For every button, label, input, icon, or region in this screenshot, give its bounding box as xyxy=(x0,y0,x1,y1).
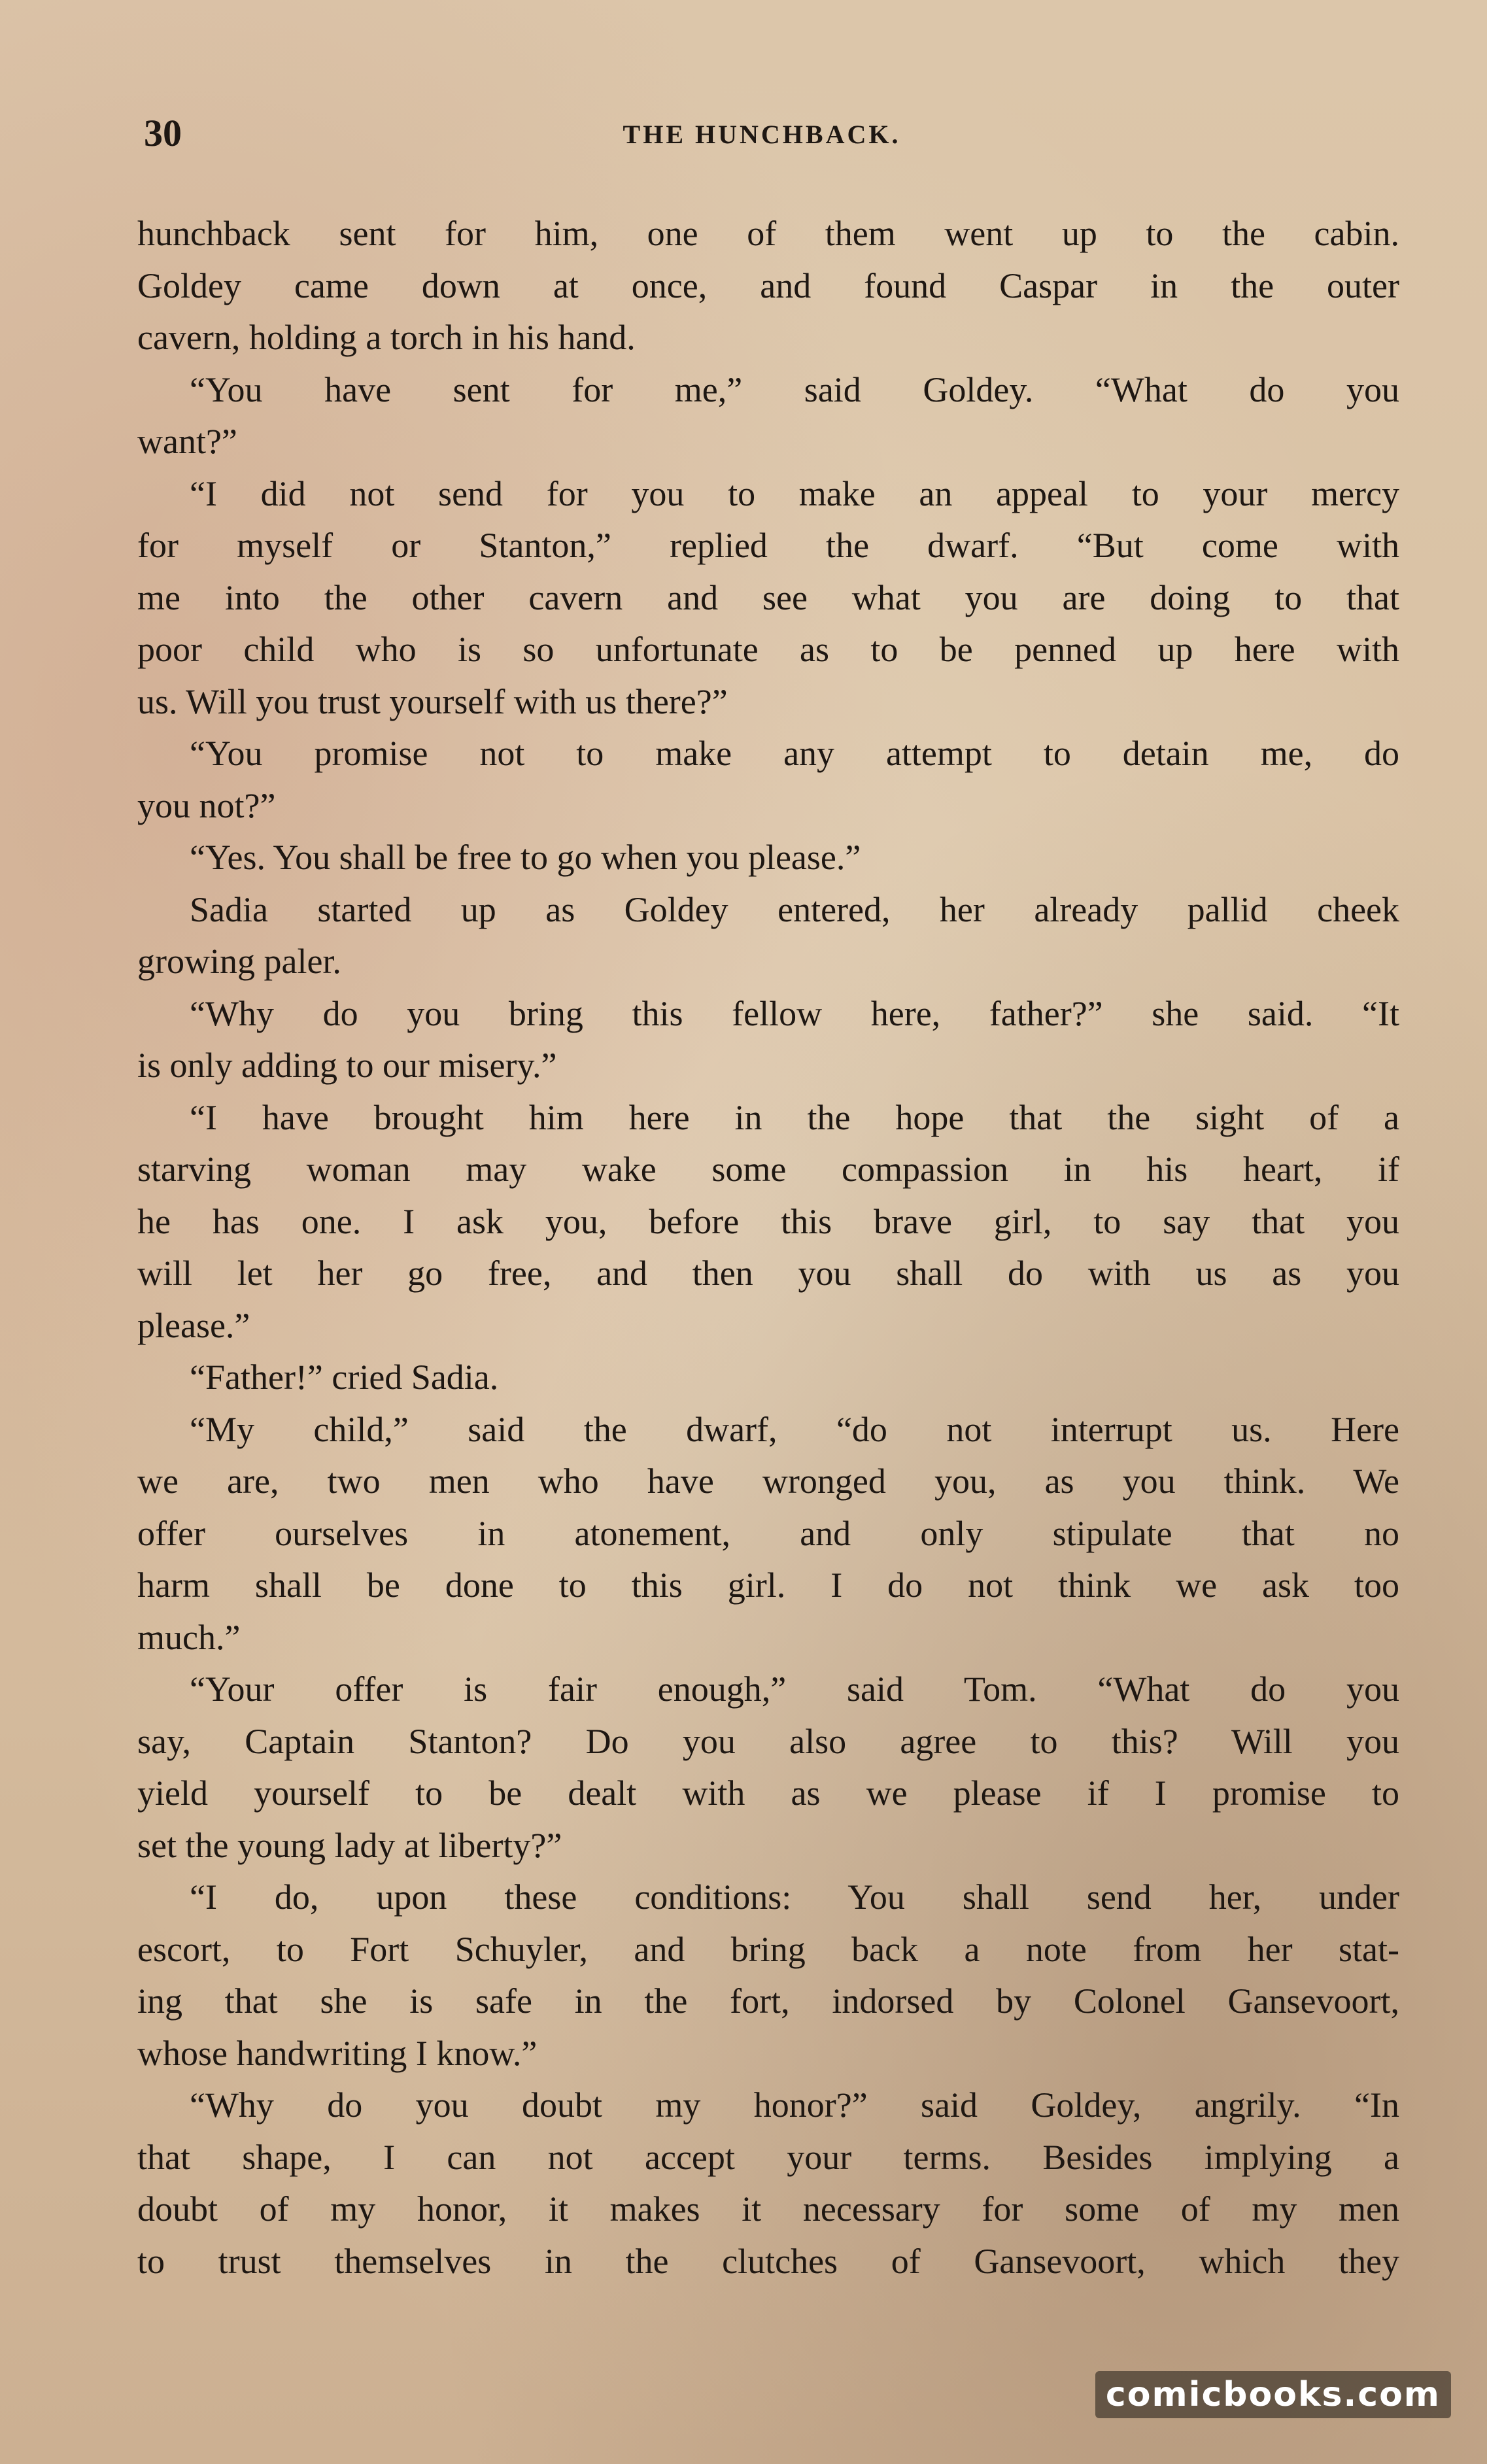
body-text xyxy=(137,208,1399,2287)
text-line: “My child,” said the dwarf, “do not interrupt us. Here xyxy=(190,1409,1399,1449)
text-line: will let her go free, and then you shall do with us as you xyxy=(137,1254,1399,1293)
text-line: you not?” xyxy=(137,785,276,825)
text-line: want?” xyxy=(137,422,237,461)
text-line: escort, to Fort Schuyler, and bring back a note from her stat- xyxy=(137,1929,1399,1969)
text-line: say, Captain Stanton? Do you also agree to this? Will you xyxy=(137,1721,1399,1761)
text-line: “Why do you bring this fellow here, father?” she said. “It xyxy=(190,993,1399,1033)
text-line: poor child who is so unfortunate as to be penned up here with xyxy=(137,630,1399,669)
text-line: whose handwriting I know.” xyxy=(137,2033,538,2073)
text-line: cavern, holding a torch in his hand. xyxy=(137,318,636,357)
text-line: doubt of my honor, it makes it necessary for some of my men xyxy=(137,2189,1399,2229)
text-line: growing paler. xyxy=(137,942,341,981)
text-line: “Yes. You shall be free to go when you please.” xyxy=(190,838,861,877)
text-line: yield yourself to be dealt with as we please if I promise to xyxy=(137,1773,1399,1813)
text-line: please.” xyxy=(137,1305,250,1345)
text-line: “Father!” cried Sadia. xyxy=(190,1358,499,1397)
text-line: hunchback sent for him, one of them went up to the cabin. xyxy=(137,214,1399,253)
text-line: “I did not send for you to make an appeal to your mercy xyxy=(190,473,1399,513)
text-line: set the young lady at liberty?” xyxy=(137,1825,562,1865)
text-line: “I have brought him here in the hope that the sight of a xyxy=(190,1097,1399,1137)
text-line: for myself or Stanton,” replied the dwarf. “But come with xyxy=(137,526,1399,565)
text-line: “You have sent for me,” said Goldey. “What do you xyxy=(190,369,1399,409)
running-head: THE HUNCHBACK. xyxy=(623,120,901,149)
text-line: he has one. I ask you, before this brave girl, to say that you xyxy=(137,1201,1399,1241)
text-line: offer ourselves in atonement, and only stipulate that no xyxy=(137,1513,1399,1553)
text-line: “Your offer is fair enough,” said Tom. “What do you xyxy=(190,1669,1399,1709)
text-line: Sadia started up as Goldey entered, her already pallid cheek xyxy=(190,889,1399,929)
text-line: “You promise not to make any attempt to detain me, do xyxy=(190,734,1399,773)
page-number: 30 xyxy=(144,112,182,154)
text-line: me into the other cavern and see what you are doing to that xyxy=(137,577,1399,617)
text-line: is only adding to our misery.” xyxy=(137,1046,557,1085)
text-line: starving woman may wake some compassion in his heart, if xyxy=(137,1150,1399,1189)
text-line: we are, two men who have wronged you, as you think. We xyxy=(137,1462,1399,1501)
text-line: much.” xyxy=(137,1617,241,1657)
text-line: to trust themselves in the clutches of Gansevoort, which they xyxy=(137,2241,1399,2281)
text-line: Goldey came down at once, and found Caspar in the outer xyxy=(137,265,1399,305)
text-line: harm shall be done to this girl. I do not think we ask too xyxy=(137,1566,1399,1605)
text-line: us. Will you trust yourself with us there?” xyxy=(137,681,728,721)
watermark: comicbooks.com xyxy=(1095,2371,1451,2418)
text-line: “I do, upon these conditions: You shall send her, under xyxy=(190,1877,1399,1917)
text-line: that shape, I can not accept your terms. Besides implying a xyxy=(137,2137,1399,2177)
text-line: “Why do you doubt my honor?” said Goldey, angrily. “In xyxy=(190,2085,1399,2125)
text-line: ing that she is safe in the fort, indorsed by Colonel Gansevoort, xyxy=(137,1981,1399,2021)
page-header xyxy=(124,111,1399,163)
